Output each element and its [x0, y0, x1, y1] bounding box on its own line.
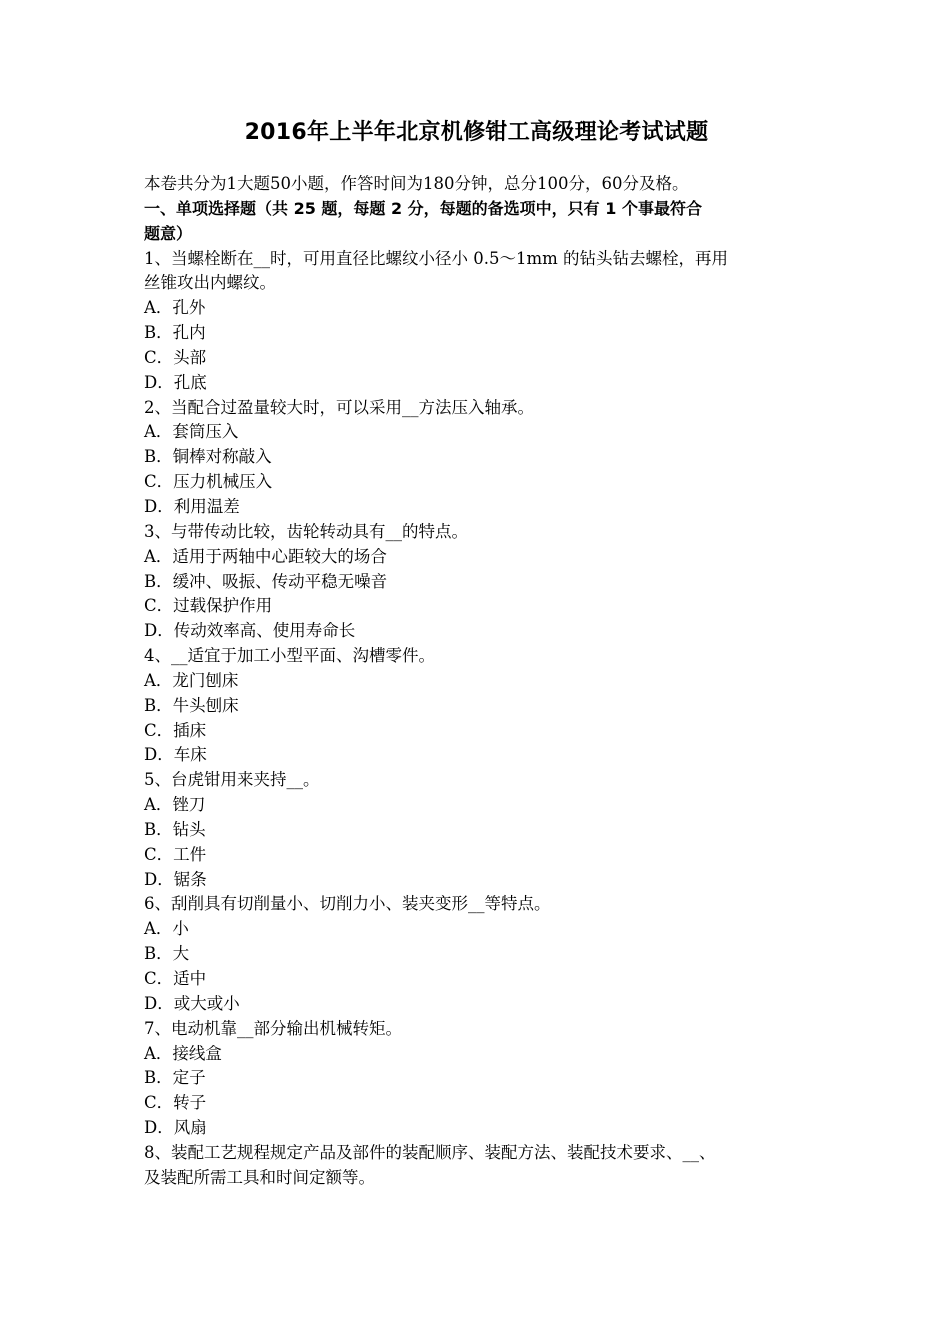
question-4 — [144, 644, 809, 768]
question-6 — [144, 892, 809, 1016]
option-b: B．定子 — [144, 1068, 206, 1088]
question-text: 5、台虎钳用来夹持__。 — [144, 770, 320, 790]
question-text: 丝锥攻出内螺纹。 — [144, 273, 276, 293]
option-a: A．小 — [144, 919, 189, 939]
option-b: B．牛头刨床 — [144, 695, 239, 715]
question-2 — [144, 396, 809, 520]
question-8 — [144, 1141, 809, 1191]
option-a: A．接线盒 — [144, 1043, 222, 1063]
option-a: A．套筒压入 — [144, 422, 239, 442]
option-c: C．适中 — [144, 969, 207, 988]
question-7 — [144, 1017, 809, 1141]
option-a: A．孔外 — [144, 298, 206, 318]
option-c: C．工件 — [144, 844, 207, 864]
option-b: B．钻头 — [144, 819, 206, 839]
option-a: A．适用于两轴中心距较大的场合 — [144, 546, 387, 566]
option-b: B．铜棒对称敲入 — [144, 447, 272, 467]
option-c: C．头部 — [144, 347, 207, 367]
option-d: D．锯条 — [144, 869, 207, 889]
question-text: 4、__适宜于加工小型平面、沟槽零件。 — [144, 646, 435, 666]
question-1 — [144, 247, 809, 396]
section-heading-line-2: 题意） — [144, 223, 193, 243]
question-text: 1、当螺栓断在__时，可用直径比螺纹小径小 0.5～1mm 的钻头钻去螺栓，再用 — [144, 248, 729, 268]
option-c: C．插床 — [144, 720, 207, 740]
option-d: D．或大或小 — [144, 993, 240, 1013]
option-c: C．过载保护作用 — [144, 596, 273, 616]
question-text: 3、与带传动比较，齿轮转动具有__的特点。 — [144, 521, 468, 541]
option-d: D．孔底 — [144, 372, 207, 392]
section-heading-line-1: 一、单项选择题（共 25 题，每题 2 分，每题的备选项中，只有 1 个事最符合 — [144, 198, 702, 218]
option-c: C．压力机械压入 — [144, 472, 273, 492]
document-title: 2016年上半年北京机修钳工高级理论考试试题 — [244, 120, 709, 145]
option-c: C．转子 — [144, 1093, 207, 1113]
option-a: A．锉刀 — [144, 795, 206, 815]
question-text: 8、装配工艺规程规定产品及部件的装配顺序、装配方法、装配技术要求、__、 — [144, 1142, 716, 1162]
question-5 — [144, 768, 809, 892]
option-b: B．大 — [144, 944, 190, 964]
document-body — [144, 172, 809, 1191]
question-text: 6、刮削具有切削量小、切削力小、装夹变形__等特点。 — [144, 894, 551, 914]
option-b: B．孔内 — [144, 323, 206, 343]
option-a: A．龙门刨床 — [144, 670, 239, 690]
question-3 — [144, 520, 809, 644]
question-text: 2、当配合过盈量较大时，可以采用__方法压入轴承。 — [144, 397, 534, 417]
option-d: D．传动效率高、使用寿命长 — [144, 621, 356, 641]
option-b: B．缓冲、吸振、传动平稳无噪音 — [144, 571, 388, 591]
question-text: 及装配所需工具和时间定额等。 — [144, 1167, 375, 1187]
intro-text: 本卷共分为1大题50小题，作答时间为180分钟，总分100分，60分及格。 — [144, 174, 689, 193]
option-d: D．风扇 — [144, 1118, 207, 1138]
option-d: D．利用温差 — [144, 496, 240, 516]
option-d: D．车床 — [144, 745, 207, 765]
question-text: 7、电动机靠__部分输出机械转矩。 — [144, 1018, 402, 1038]
